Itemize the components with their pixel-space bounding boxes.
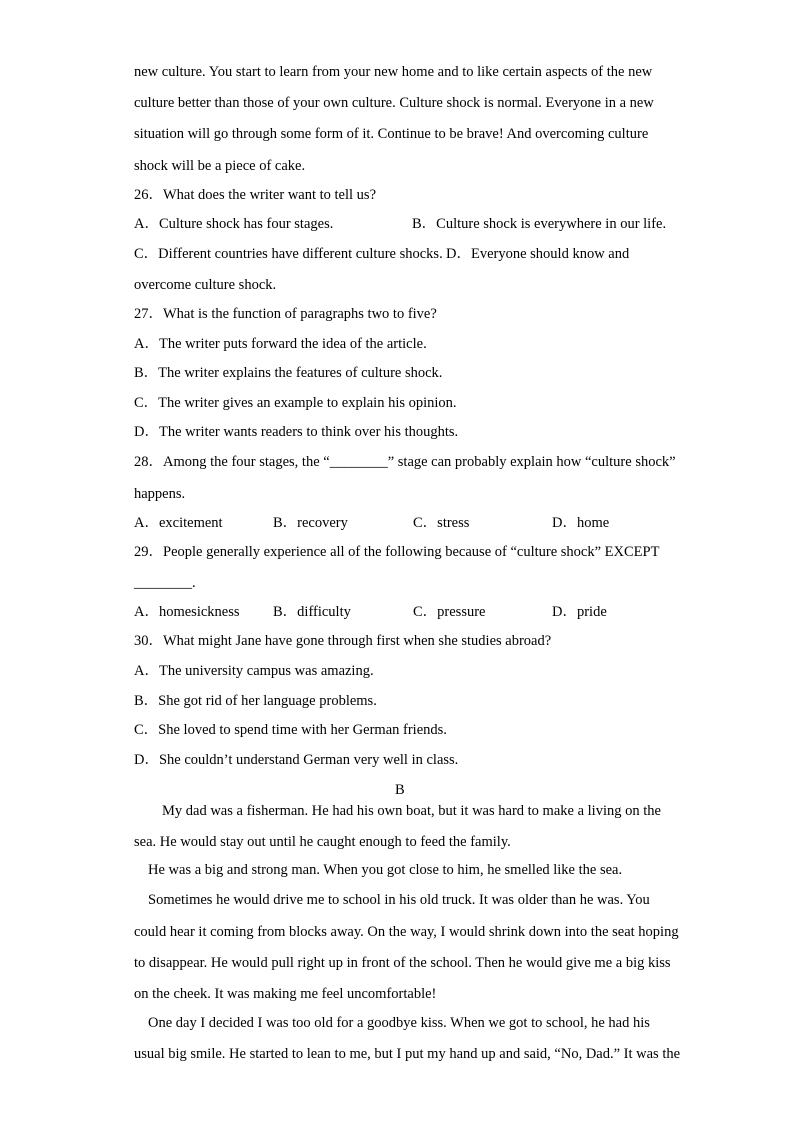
question-29-option-a: A．homesickness bbox=[134, 604, 240, 620]
passage-b-line: usual big smile. He started to lean to me, but I put my hand up and said, “No, Dad.” It was the bbox=[134, 1046, 681, 1062]
question-28-option-b: B．recovery bbox=[273, 515, 348, 531]
passage-b-line: sea. He would stay out until he caught enough to feed the family. bbox=[134, 834, 511, 850]
question-30-option-b: B．She got rid of her language problems. bbox=[134, 693, 377, 709]
question-26-option-d-cont: overcome culture shock. bbox=[134, 277, 277, 293]
question-28-stem-cont: happens. bbox=[134, 486, 186, 502]
passage-line: shock will be a piece of cake. bbox=[134, 158, 306, 174]
question-27-stem: 27．What is the function of paragraphs two to five? bbox=[134, 306, 437, 322]
question-29-stem: 29．People generally experience all of the following because of “culture shock” EXCEPT bbox=[134, 544, 660, 560]
question-27-option-b: B．The writer explains the features of culture shock. bbox=[134, 365, 443, 381]
passage-line: new culture. You start to learn from your new home and to like certain aspects of the new bbox=[134, 64, 653, 80]
question-28-option-a: A．excitement bbox=[134, 515, 223, 531]
question-29-stem-cont: ________. bbox=[134, 575, 196, 591]
question-27-option-c: C．The writer gives an example to explain his opinion. bbox=[134, 395, 457, 411]
passage-b-line: on the cheek. It was making me feel uncomfortable! bbox=[134, 986, 437, 1002]
passage-b-line: One day I decided I was too old for a goodbye kiss. When we got to school, he had his bbox=[148, 1015, 650, 1031]
section-b-heading: B bbox=[395, 782, 405, 798]
question-30-option-d: D．She couldn’t understand German very well in class. bbox=[134, 752, 459, 768]
question-26-option-d: D．Everyone should know and bbox=[446, 246, 630, 262]
passage-b-line: could hear it coming from blocks away. On the way, I would shrink down into the seat hoping bbox=[134, 924, 679, 940]
question-27-option-a: A．The writer puts forward the idea of the article. bbox=[134, 336, 427, 352]
question-27-option-d: D．The writer wants readers to think over his thoughts. bbox=[134, 424, 459, 440]
question-30-option-a: A．The university campus was amazing. bbox=[134, 663, 374, 679]
question-26-stem: 26．What does the writer want to tell us? bbox=[134, 187, 377, 203]
question-29-option-c: C．pressure bbox=[413, 604, 486, 620]
question-30-stem: 30．What might Jane have gone through first when she studies abroad? bbox=[134, 633, 552, 649]
question-29-option-d: D．pride bbox=[552, 604, 607, 620]
question-26-option-c: C．Different countries have different culture shocks. bbox=[134, 246, 443, 262]
question-28-option-c: C．stress bbox=[413, 515, 470, 531]
passage-b-line: He was a big and strong man. When you got close to him, he smelled like the sea. bbox=[148, 862, 623, 878]
question-28-stem: 28．Among the four stages, the “________” stage can probably explain how “culture shock” bbox=[134, 454, 676, 470]
passage-b-line: to disappear. He would pull right up in front of the school. Then he would give me a big kiss bbox=[134, 955, 671, 971]
question-26-option-a: A．Culture shock has four stages. bbox=[134, 216, 334, 232]
question-30-option-c: C．She loved to spend time with her German friends. bbox=[134, 722, 447, 738]
passage-b-line: Sometimes he would drive me to school in his old truck. It was older than he was. You bbox=[148, 892, 650, 908]
passage-line: culture better than those of your own culture. Culture shock is normal. Everyone in a new bbox=[134, 95, 654, 111]
passage-line: situation will go through some form of it. Continue to be brave! And overcoming culture bbox=[134, 126, 649, 142]
passage-b-line: My dad was a fisherman. He had his own boat, but it was hard to make a living on the bbox=[162, 803, 661, 819]
question-28-option-d: D．home bbox=[552, 515, 610, 531]
question-29-option-b: B．difficulty bbox=[273, 604, 351, 620]
question-26-option-b: B．Culture shock is everywhere in our life. bbox=[412, 216, 667, 232]
